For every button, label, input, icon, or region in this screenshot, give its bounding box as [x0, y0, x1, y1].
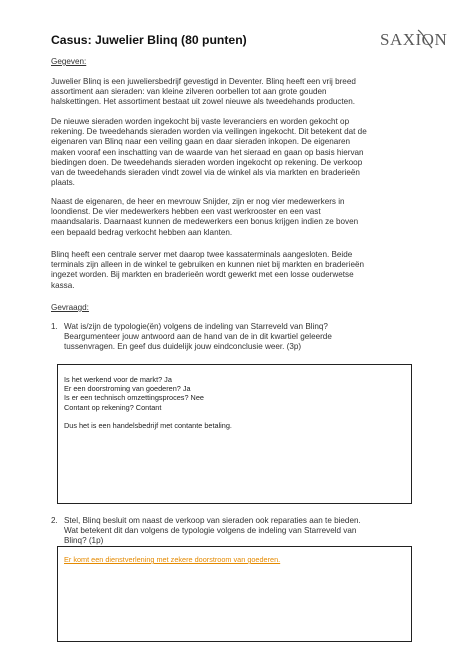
- text-line: Wat betekent dit dan volgens de typologie volgens de indeling van Starreveld van: [64, 526, 357, 536]
- question-1-text: [64, 322, 404, 353]
- question-number: 2.: [51, 516, 58, 525]
- answer-1-text: [64, 375, 232, 430]
- text-line: eigenaren van Blinq naar een veiling gaan en daar sieraden inkopen. De eigenaren: [51, 137, 351, 147]
- question-2-text: [64, 516, 404, 547]
- answer-2-text: Er komt een dienstverlening met zekere doorstroom van goederen.: [64, 555, 281, 564]
- paragraph-2: [51, 117, 411, 188]
- answer-box-1[interactable]: [57, 364, 412, 504]
- text-line: maken vooraf een inschatting van de waarde van het sieraad en gaan op basis hiervan: [51, 147, 364, 157]
- text-line: plaats.: [51, 178, 75, 188]
- answer-line: Is er een technisch omzettingsproces? Nee: [64, 393, 204, 403]
- text-line: assortiment aan sieraden: van kleine zilveren oorbellen tot aan grote gouden: [51, 87, 327, 97]
- text-line: maandsalaris. Daarnaast kunnen de medewerkers een bonus krijgen indien ze boven: [51, 217, 359, 227]
- text-line: rekening. De tweedehands sieraden worden via veilingen ingekocht. Dit betekent dat de: [51, 127, 367, 137]
- answer-line: Er een doorstroming van goederen? Ja: [64, 384, 191, 394]
- text-line: loondienst. De vier medewerkers hebben een vast werkrooster en een vast: [51, 207, 321, 217]
- text-line: tussenvragen. En geef dus duidelijk jouw eindconclusie weer. (3p): [64, 342, 302, 352]
- text-line: De nieuwe sieraden worden ingekocht bij vaste leveranciers en worden gekocht op: [51, 117, 350, 126]
- answer-line: Is het werkend voor de markt? Ja: [64, 375, 172, 384]
- text-line: Juwelier Blinq is een juweliersbedrijf gevestigd in Deventer. Blinq heeft een vrij breed: [51, 77, 356, 86]
- answer-box-2[interactable]: [57, 546, 412, 642]
- text-line: Wat is/zijn de typologie(ën) volgens de indeling van Starreveld van Blinq?: [64, 322, 328, 331]
- saxion-logo: [380, 28, 460, 50]
- text-line: Blinq? (1p): [64, 536, 104, 546]
- asked-heading: Gevraagd:: [51, 303, 89, 312]
- text-line: Naast de eigenaren, de heer en mevrouw Snijder, zijn er nog vier medewerkers in: [51, 197, 345, 206]
- answer-line: Contant op rekening? Contant: [64, 402, 162, 412]
- given-heading: Gegeven:: [51, 57, 87, 66]
- text-line: halskettingen. Het assortiment bestaat uit zowel nieuwe als tweedehands producten.: [51, 97, 355, 107]
- text-line: kassa.: [51, 280, 75, 290]
- text-line: een bepaald bedrag verkocht hebben aan klanten.: [51, 227, 233, 237]
- paragraph-1: [51, 77, 411, 108]
- text-line: van de tweedehands sieraden vindt zowel via de winkel als via markten en braderieën: [51, 168, 360, 178]
- saxion-logo-text: SAXION: [380, 30, 448, 49]
- text-line: ingezet worden. Bij markten en braderieën wordt gewerkt met een losse ouderwetse: [51, 270, 354, 280]
- text-line: Beargumenteer jouw antwoord aan de hand van de in dit kwartiel geleerde: [64, 332, 332, 342]
- text-line: Stel, Blinq besluit om naast de verkoop van sieraden ook reparaties aan te bieden.: [64, 516, 361, 525]
- question-number: 1.: [51, 322, 58, 331]
- text-line: terminals zijn alleen in de winkel te gebruiken en kunnen niet bij markten en braderieën: [51, 260, 364, 270]
- text-line: biedingen doen. De tweedehands sieraden worden ingekocht op rekening. De verkoop: [51, 157, 363, 167]
- paragraph-3: [51, 197, 411, 238]
- page-title: Casus: Juwelier Blinq (80 punten): [51, 33, 247, 47]
- paragraph-4: [51, 250, 411, 291]
- answer-conclusion: Dus het is een handelsbedrijf met contante betaling.: [64, 420, 232, 430]
- text-line: Blinq heeft een centrale server met daarop twee kassaterminals aangesloten. Beide: [51, 250, 353, 259]
